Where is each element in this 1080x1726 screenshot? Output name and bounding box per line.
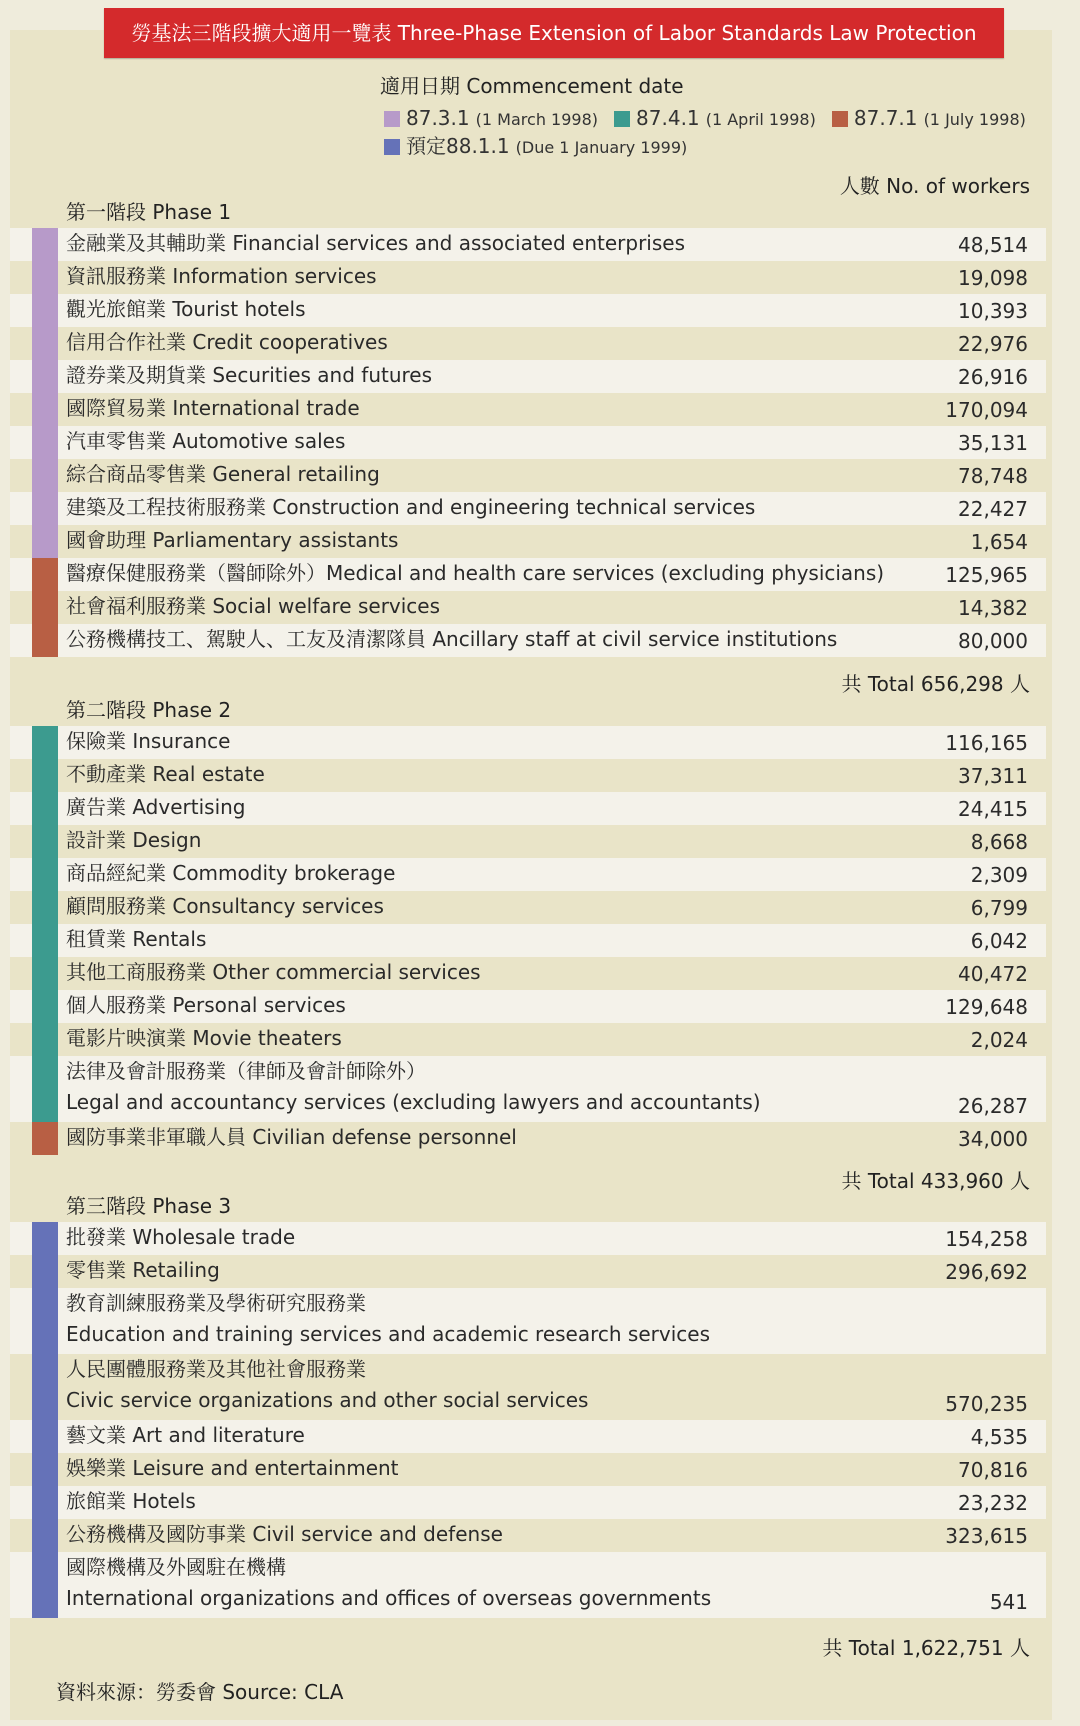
industry-label: 綜合商品零售業 General retailing xyxy=(66,462,380,486)
phase-color-bar xyxy=(32,759,58,792)
worker-count: 4,535 xyxy=(970,1425,1028,1449)
phase-color-bar xyxy=(32,1122,58,1155)
table-row xyxy=(10,525,1046,558)
industry-label-english: Legal and accountancy services (excluding lawyers and accountants) xyxy=(66,1090,761,1114)
phase-color-bar xyxy=(32,558,58,591)
industry-label: 廣告業 Advertising xyxy=(66,795,246,819)
table-row xyxy=(10,858,1046,891)
legend-swatch xyxy=(384,111,400,127)
table-row xyxy=(10,426,1046,459)
table-row xyxy=(10,825,1046,858)
industry-label: 建築及工程技術服務業 Construction and engineering technical services xyxy=(66,495,756,519)
phase-color-bar xyxy=(32,327,58,360)
industry-label: 零售業 Retailing xyxy=(66,1258,220,1282)
table-row xyxy=(10,393,1046,426)
worker-count: 1,654 xyxy=(970,530,1028,554)
phase-total: 共 Total 1,622,751 人 xyxy=(822,1636,1030,1660)
table-row xyxy=(10,360,1046,393)
industry-label: 不動產業 Real estate xyxy=(66,762,265,786)
worker-count: 78,748 xyxy=(958,464,1028,488)
table-row xyxy=(10,327,1046,360)
worker-count: 296,692 xyxy=(945,1260,1028,1284)
worker-count: 80,000 xyxy=(958,629,1028,653)
table-row xyxy=(10,1486,1046,1519)
legend-row xyxy=(384,132,1036,160)
phase-color-bar xyxy=(32,1354,58,1420)
legend-item xyxy=(832,104,1026,134)
table-row xyxy=(10,261,1046,294)
industry-label: 個人服務業 Personal services xyxy=(66,993,346,1017)
phase-color-bar xyxy=(32,1453,58,1486)
worker-count: 37,311 xyxy=(958,764,1028,788)
commencement-label: 適用日期 Commencement date xyxy=(380,74,684,98)
workers-column-header: 人數 No. of workers xyxy=(839,174,1030,198)
industry-label: 國會助理 Parliamentary assistants xyxy=(66,528,399,552)
table-row xyxy=(10,558,1046,591)
industry-label-english: Education and training services and academic research services xyxy=(66,1322,710,1346)
legend-item xyxy=(614,104,816,134)
industry-label: 醫療保健服務業（醫師除外）Medical and health care services (excluding physicians) xyxy=(66,561,885,585)
table-row xyxy=(10,1453,1046,1486)
phase-color-bar xyxy=(32,228,58,261)
table-row xyxy=(10,1255,1046,1288)
phase-color-bar xyxy=(32,792,58,825)
industry-label: 旅館業 Hotels xyxy=(66,1489,196,1513)
industry-label: 批發業 Wholesale trade xyxy=(66,1225,296,1249)
worker-count: 154,258 xyxy=(945,1227,1028,1251)
table-row xyxy=(10,1354,1046,1420)
industry-label: 資訊服務業 Information services xyxy=(66,264,377,288)
worker-count: 10,393 xyxy=(958,299,1028,323)
industry-label: 藝文業 Art and literature xyxy=(66,1423,305,1447)
industry-label: 社會福利服務業 Social welfare services xyxy=(66,594,441,618)
worker-count: 2,309 xyxy=(970,863,1028,887)
worker-count: 541 xyxy=(989,1590,1028,1614)
table-row xyxy=(10,294,1046,327)
phase-color-bar xyxy=(32,858,58,891)
legend-date: 預定88.1.1 xyxy=(406,134,510,158)
phase-color-bar xyxy=(32,360,58,393)
worker-count: 24,415 xyxy=(958,797,1028,821)
phase-color-bar xyxy=(32,426,58,459)
table-row xyxy=(10,1222,1046,1255)
phase-color-bar xyxy=(32,624,58,657)
worker-count: 8,668 xyxy=(970,830,1028,854)
phase-color-bar xyxy=(32,591,58,624)
phase-color-bar xyxy=(32,1288,58,1354)
industry-label: 商品經紀業 Commodity brokerage xyxy=(66,861,396,885)
worker-count: 26,916 xyxy=(958,365,1028,389)
table-row xyxy=(10,1519,1046,1552)
worker-count: 116,165 xyxy=(945,731,1028,755)
phase-color-bar xyxy=(32,990,58,1023)
phase-color-bar xyxy=(32,459,58,492)
phase-color-bar xyxy=(32,1486,58,1519)
table-row xyxy=(10,228,1046,261)
legend-date: 87.3.1 xyxy=(406,106,470,130)
table-row xyxy=(10,726,1046,759)
table-row xyxy=(10,1420,1046,1453)
industry-label: 國際機構及外國駐在機構 xyxy=(66,1555,286,1579)
phase-color-bar xyxy=(32,891,58,924)
legend-swatch xyxy=(614,111,630,127)
phase-color-bar xyxy=(32,1255,58,1288)
industry-label: 國防事業非軍職人員 Civilian defense personnel xyxy=(66,1125,517,1149)
worker-count: 22,427 xyxy=(958,497,1028,521)
worker-count: 129,648 xyxy=(945,995,1028,1019)
phase-color-bar xyxy=(32,1552,58,1618)
table-row xyxy=(10,1552,1046,1618)
table-row xyxy=(10,1023,1046,1056)
phase-color-bar xyxy=(32,1023,58,1056)
legend xyxy=(384,104,1036,160)
industry-label: 信用合作社業 Credit cooperatives xyxy=(66,330,388,354)
table-row xyxy=(10,459,1046,492)
table-row xyxy=(10,624,1046,657)
worker-count: 2,024 xyxy=(970,1028,1028,1052)
phase-color-bar xyxy=(32,1420,58,1453)
industry-label: 證券業及期貨業 Securities and futures xyxy=(66,363,433,387)
phase-total: 共 Total 656,298 人 xyxy=(841,672,1030,696)
worker-count: 570,235 xyxy=(945,1392,1028,1416)
phase-heading: 第三階段 Phase 3 xyxy=(66,1194,232,1218)
worker-count: 14,382 xyxy=(958,596,1028,620)
legend-item xyxy=(384,132,687,162)
phase-heading: 第二階段 Phase 2 xyxy=(66,698,232,722)
phase-color-bar xyxy=(32,1222,58,1255)
industry-label: 其他工商服務業 Other commercial services xyxy=(66,960,481,984)
phase-color-bar xyxy=(32,825,58,858)
table-row xyxy=(10,492,1046,525)
table-row xyxy=(10,957,1046,990)
worker-count: 23,232 xyxy=(958,1491,1028,1515)
industry-label: 設計業 Design xyxy=(66,828,202,852)
title-banner: 勞基法三階段擴大適用一覽表 Three-Phase Extension of Labor Standards Law Protection xyxy=(104,8,1004,58)
legend-swatch xyxy=(384,139,400,155)
worker-count: 125,965 xyxy=(945,563,1028,587)
industry-label-english: Civic service organizations and other social services xyxy=(66,1388,589,1412)
worker-count: 19,098 xyxy=(958,266,1028,290)
phase-color-bar xyxy=(32,1056,58,1122)
industry-label: 金融業及其輔助業 Financial services and associated enterprises xyxy=(66,231,686,255)
table-row xyxy=(10,891,1046,924)
industry-label: 人民團體服務業及其他社會服務業 xyxy=(66,1357,366,1381)
industry-label: 觀光旅館業 Tourist hotels xyxy=(66,297,306,321)
worker-count: 22,976 xyxy=(958,332,1028,356)
phase-color-bar xyxy=(32,924,58,957)
phase-color-bar xyxy=(32,525,58,558)
industry-label: 公務機構及國防事業 Civil service and defense xyxy=(66,1522,503,1546)
legend-note: (Due 1 January 1999) xyxy=(515,138,688,157)
worker-count: 323,615 xyxy=(945,1524,1028,1548)
table-row xyxy=(10,759,1046,792)
table-row xyxy=(10,924,1046,957)
phase-color-bar xyxy=(32,1519,58,1552)
worker-count: 26,287 xyxy=(958,1094,1028,1118)
worker-count: 40,472 xyxy=(958,962,1028,986)
legend-note: (1 March 1998) xyxy=(475,110,598,129)
phase-color-bar xyxy=(32,492,58,525)
legend-date: 87.7.1 xyxy=(853,106,918,130)
legend-note: (1 July 1998) xyxy=(923,110,1026,129)
phase-heading: 第一階段 Phase 1 xyxy=(66,200,232,224)
industry-label: 顧問服務業 Consultancy services xyxy=(66,894,384,918)
table-row xyxy=(10,1288,1046,1354)
table-row xyxy=(10,591,1046,624)
source-note: 資料來源：勞委會 Source: CLA xyxy=(56,1680,344,1704)
industry-label: 娛樂業 Leisure and entertainment xyxy=(66,1456,399,1480)
worker-count: 35,131 xyxy=(958,431,1028,455)
worker-count: 6,042 xyxy=(970,929,1028,953)
worker-count: 6,799 xyxy=(970,896,1028,920)
phase-color-bar xyxy=(32,393,58,426)
phase-color-bar xyxy=(32,726,58,759)
legend-item xyxy=(384,104,598,134)
worker-count: 170,094 xyxy=(945,398,1028,422)
legend-swatch xyxy=(832,111,848,127)
worker-count: 48,514 xyxy=(958,233,1028,257)
industry-label: 電影片映演業 Movie theaters xyxy=(66,1026,342,1050)
worker-count: 70,816 xyxy=(958,1458,1028,1482)
industry-label: 公務機構技工、駕駛人、工友及清潔隊員 Ancillary staff at civil service institutions xyxy=(66,627,838,651)
table-row xyxy=(10,792,1046,825)
industry-label: 國際貿易業 International trade xyxy=(66,396,360,420)
industry-label: 汽車零售業 Automotive sales xyxy=(66,429,346,453)
worker-count: 34,000 xyxy=(958,1127,1028,1151)
phase-color-bar xyxy=(32,957,58,990)
phase-color-bar xyxy=(32,261,58,294)
table-row xyxy=(10,990,1046,1023)
industry-label: 法律及會計服務業（律師及會計師除外） xyxy=(66,1059,426,1083)
legend-row xyxy=(384,104,1036,132)
industry-label-english: International organizations and offices of overseas governments xyxy=(66,1586,712,1610)
table-row xyxy=(10,1122,1046,1155)
industry-label: 租賃業 Rentals xyxy=(66,927,207,951)
industry-label: 教育訓練服務業及學術研究服務業 xyxy=(66,1291,366,1315)
legend-note: (1 April 1998) xyxy=(705,110,816,129)
industry-label: 保險業 Insurance xyxy=(66,729,231,753)
table-row xyxy=(10,1056,1046,1122)
phase-color-bar xyxy=(32,294,58,327)
legend-date: 87.4.1 xyxy=(636,106,700,130)
phase-total: 共 Total 433,960 人 xyxy=(841,1169,1030,1193)
